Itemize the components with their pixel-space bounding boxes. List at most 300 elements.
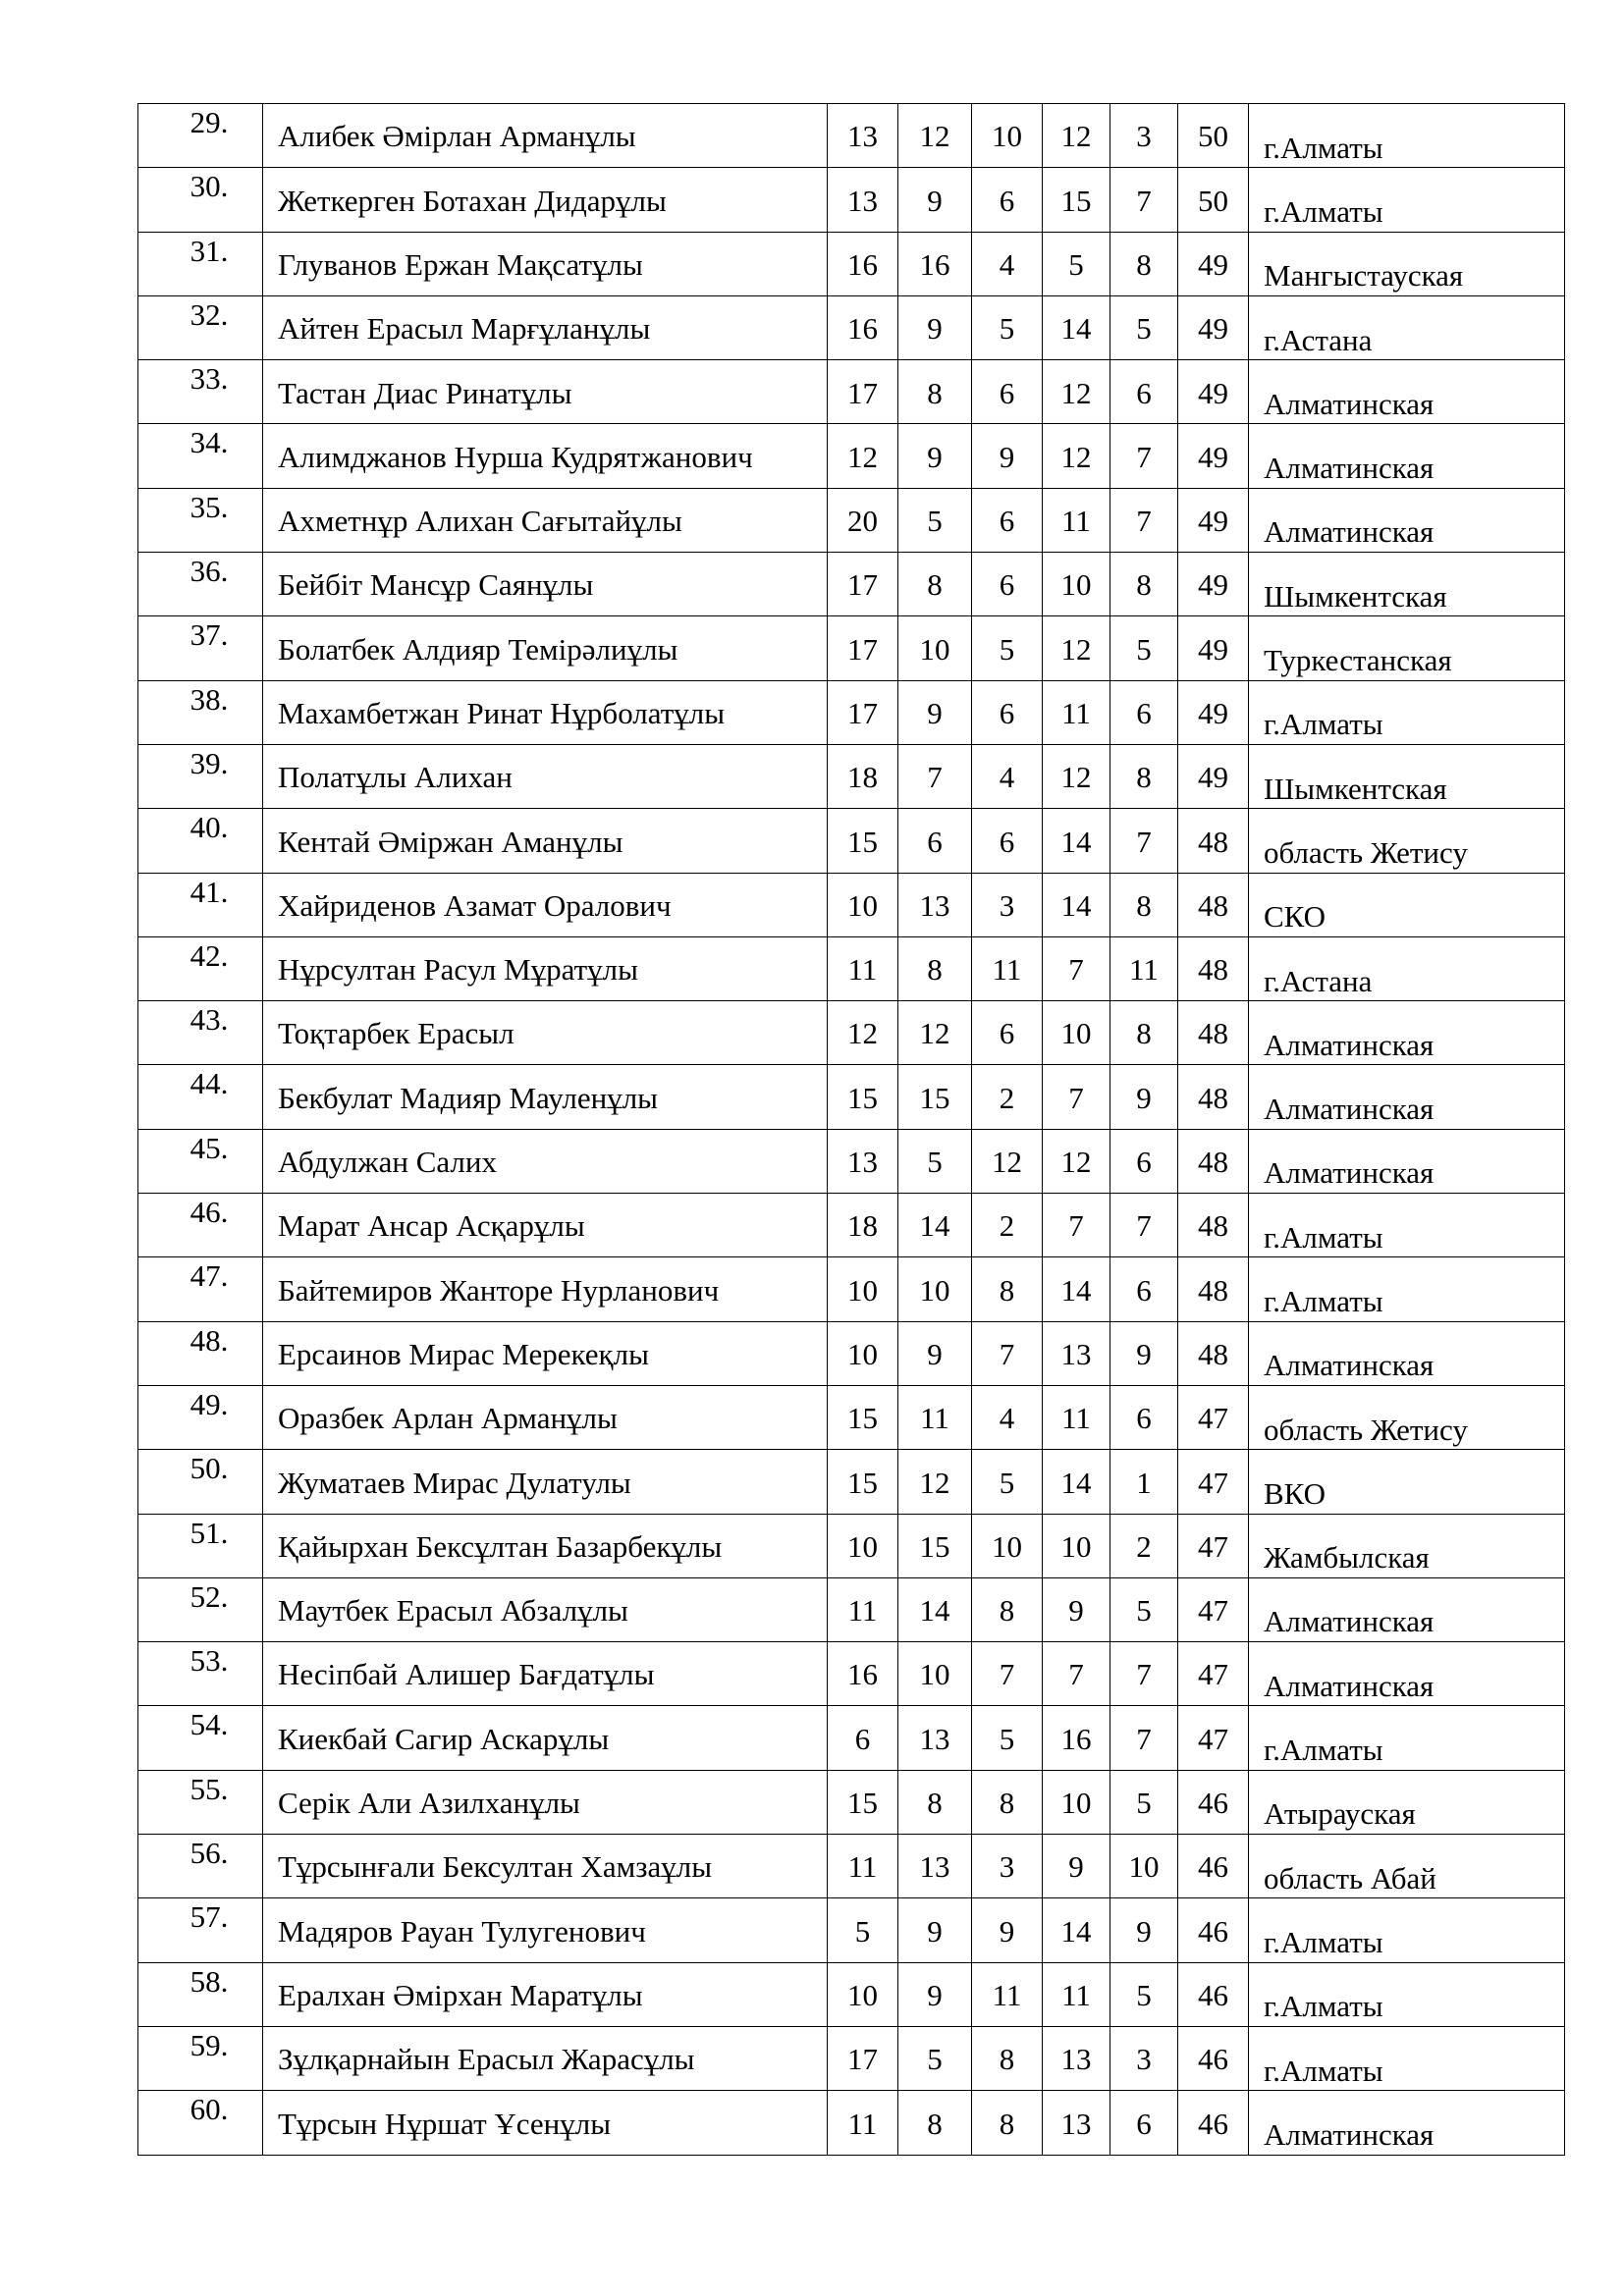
score-cell: 9 <box>1110 1898 1178 1962</box>
score-cell: 11 <box>1110 936 1178 1000</box>
row-number: 43. <box>138 1001 263 1065</box>
score-cell: 5 <box>972 1706 1043 1770</box>
table-row <box>138 680 1565 744</box>
score-cell: 5 <box>972 616 1043 680</box>
score-cell: 10 <box>898 616 972 680</box>
score-cell: 15 <box>828 1450 898 1514</box>
total-score: 49 <box>1178 616 1249 680</box>
total-score: 50 <box>1178 168 1249 232</box>
row-number: 51. <box>138 1514 263 1577</box>
region-name: г.Алматы <box>1249 2026 1565 2090</box>
score-cell: 12 <box>972 1129 1043 1193</box>
region-name: Алматинская <box>1249 2091 1565 2155</box>
row-number: 48. <box>138 1321 263 1385</box>
score-cell: 12 <box>1043 104 1110 168</box>
score-cell: 8 <box>1110 873 1178 936</box>
score-cell: 9 <box>898 168 972 232</box>
score-cell: 11 <box>828 936 898 1000</box>
score-cell: 13 <box>828 104 898 168</box>
region-name: г.Алматы <box>1249 680 1565 744</box>
score-cell: 9 <box>898 1962 972 2026</box>
table-row <box>138 232 1565 295</box>
score-cell: 5 <box>972 295 1043 359</box>
score-cell: 10 <box>1043 1001 1110 1065</box>
score-cell: 4 <box>972 232 1043 295</box>
score-cell: 9 <box>1110 1065 1178 1129</box>
score-cell: 5 <box>1043 232 1110 295</box>
score-cell: 13 <box>828 168 898 232</box>
row-number: 53. <box>138 1642 263 1706</box>
total-score: 47 <box>1178 1385 1249 1449</box>
student-name: Ерсаинов Мирас Мерекеқлы <box>263 1321 828 1385</box>
score-cell: 10 <box>828 1321 898 1385</box>
table-row <box>138 936 1565 1000</box>
region-name: Алматинская <box>1249 1001 1565 1065</box>
table-row <box>138 360 1565 424</box>
score-cell: 8 <box>1110 553 1178 616</box>
score-cell: 16 <box>1043 1706 1110 1770</box>
score-cell: 6 <box>972 680 1043 744</box>
table-row <box>138 1001 1565 1065</box>
student-name: Ахметнұр Алихан Сағытайұлы <box>263 488 828 552</box>
row-number: 47. <box>138 1257 263 1321</box>
score-cell: 12 <box>1043 360 1110 424</box>
score-cell: 11 <box>1043 1962 1110 2026</box>
row-number: 32. <box>138 295 263 359</box>
student-name: Хайриденов Азамат Оралович <box>263 873 828 936</box>
score-cell: 14 <box>898 1577 972 1641</box>
row-number: 49. <box>138 1385 263 1449</box>
score-cell: 10 <box>1043 1770 1110 1834</box>
student-name: Байтемиров Жанторе Нурланович <box>263 1257 828 1321</box>
total-score: 49 <box>1178 424 1249 488</box>
score-cell: 15 <box>1043 168 1110 232</box>
total-score: 49 <box>1178 488 1249 552</box>
score-cell: 10 <box>898 1257 972 1321</box>
student-name: Кентай Әміржан Аманұлы <box>263 809 828 873</box>
student-name: Абдулжан Салих <box>263 1129 828 1193</box>
score-cell: 14 <box>1043 1257 1110 1321</box>
row-number: 39. <box>138 744 263 808</box>
score-cell: 3 <box>972 1835 1043 1898</box>
score-cell: 12 <box>898 1450 972 1514</box>
student-name: Махамбетжан Ринат Нұрболатұлы <box>263 680 828 744</box>
score-cell: 7 <box>898 744 972 808</box>
score-cell: 6 <box>1110 1129 1178 1193</box>
row-number: 46. <box>138 1194 263 1257</box>
region-name: Шымкентская <box>1249 553 1565 616</box>
score-cell: 13 <box>898 1835 972 1898</box>
score-cell: 6 <box>972 168 1043 232</box>
row-number: 56. <box>138 1835 263 1898</box>
table-row <box>138 1577 1565 1641</box>
total-score: 46 <box>1178 1770 1249 1834</box>
score-cell: 5 <box>1110 1577 1178 1641</box>
student-name: Маутбек Ерасыл Абзалұлы <box>263 1577 828 1641</box>
student-name: Болатбек Алдияр Темірәлиұлы <box>263 616 828 680</box>
score-cell: 9 <box>972 1898 1043 1962</box>
score-cell: 11 <box>972 936 1043 1000</box>
student-name: Тастан Диас Ринатұлы <box>263 360 828 424</box>
score-cell: 7 <box>1043 936 1110 1000</box>
score-cell: 4 <box>972 744 1043 808</box>
student-name: Ералхан Әмірхан Маратұлы <box>263 1962 828 2026</box>
score-cell: 9 <box>898 1321 972 1385</box>
region-name: Жамбылская <box>1249 1514 1565 1577</box>
score-cell: 8 <box>898 360 972 424</box>
score-cell: 6 <box>1110 1385 1178 1449</box>
region-name: г.Астана <box>1249 295 1565 359</box>
total-score: 49 <box>1178 680 1249 744</box>
score-cell: 16 <box>828 295 898 359</box>
score-cell: 7 <box>1110 488 1178 552</box>
score-cell: 14 <box>1043 295 1110 359</box>
row-number: 57. <box>138 1898 263 1962</box>
score-cell: 5 <box>898 488 972 552</box>
score-cell: 6 <box>1110 680 1178 744</box>
table-row <box>138 1257 1565 1321</box>
score-cell: 9 <box>972 424 1043 488</box>
total-score: 47 <box>1178 1706 1249 1770</box>
region-name: Алматинская <box>1249 360 1565 424</box>
score-cell: 16 <box>828 232 898 295</box>
score-cell: 5 <box>828 1898 898 1962</box>
row-number: 38. <box>138 680 263 744</box>
table-row <box>138 1898 1565 1962</box>
score-cell: 13 <box>1043 2091 1110 2155</box>
table-row <box>138 1450 1565 1514</box>
score-cell: 5 <box>1110 616 1178 680</box>
student-name: Тоқтарбек Ерасыл <box>263 1001 828 1065</box>
region-name: ВКО <box>1249 1450 1565 1514</box>
score-cell: 11 <box>828 1577 898 1641</box>
total-score: 48 <box>1178 1065 1249 1129</box>
student-name: Нұрсултан Расул Мұратұлы <box>263 936 828 1000</box>
region-name: г.Алматы <box>1249 104 1565 168</box>
student-name: Бекбулат Мадияр Мауленұлы <box>263 1065 828 1129</box>
row-number: 31. <box>138 232 263 295</box>
region-name: Алматинская <box>1249 1321 1565 1385</box>
score-cell: 11 <box>828 2091 898 2155</box>
score-cell: 10 <box>972 1514 1043 1577</box>
score-cell: 8 <box>972 1770 1043 1834</box>
region-name: область Жетису <box>1249 809 1565 873</box>
table-row <box>138 873 1565 936</box>
total-score: 49 <box>1178 553 1249 616</box>
total-score: 48 <box>1178 1257 1249 1321</box>
row-number: 59. <box>138 2026 263 2090</box>
table-row <box>138 1385 1565 1449</box>
score-cell: 15 <box>828 1770 898 1834</box>
score-cell: 17 <box>828 553 898 616</box>
row-number: 30. <box>138 168 263 232</box>
score-cell: 11 <box>828 1835 898 1898</box>
table-row <box>138 1962 1565 2026</box>
score-cell: 8 <box>898 553 972 616</box>
table-row <box>138 2026 1565 2090</box>
region-name: область Абай <box>1249 1835 1565 1898</box>
score-cell: 13 <box>898 873 972 936</box>
table-row <box>138 1770 1565 1834</box>
region-name: г.Алматы <box>1249 1257 1565 1321</box>
row-number: 29. <box>138 104 263 168</box>
student-name: Несіпбай Алишер Бағдатұлы <box>263 1642 828 1706</box>
score-cell: 17 <box>828 616 898 680</box>
score-cell: 5 <box>898 2026 972 2090</box>
score-cell: 7 <box>1110 424 1178 488</box>
total-score: 46 <box>1178 1898 1249 1962</box>
region-name: г.Алматы <box>1249 168 1565 232</box>
score-cell: 7 <box>1110 809 1178 873</box>
region-name: г.Алматы <box>1249 1898 1565 1962</box>
table-row <box>138 295 1565 359</box>
student-name: Қайырхан Бексұлтан Базарбекұлы <box>263 1514 828 1577</box>
score-cell: 7 <box>1110 1194 1178 1257</box>
score-cell: 9 <box>1110 1321 1178 1385</box>
score-cell: 14 <box>1043 1898 1110 1962</box>
score-cell: 3 <box>972 873 1043 936</box>
score-cell: 13 <box>828 1129 898 1193</box>
region-name: г.Алматы <box>1249 1706 1565 1770</box>
score-cell: 8 <box>898 1770 972 1834</box>
region-name: Алматинская <box>1249 1642 1565 1706</box>
region-name: г.Астана <box>1249 936 1565 1000</box>
score-cell: 6 <box>972 809 1043 873</box>
score-cell: 7 <box>972 1321 1043 1385</box>
region-name: Мангыстауская <box>1249 232 1565 295</box>
score-cell: 6 <box>972 488 1043 552</box>
score-cell: 11 <box>898 1385 972 1449</box>
region-name: СКО <box>1249 873 1565 936</box>
table-row <box>138 1194 1565 1257</box>
table-row <box>138 1321 1565 1385</box>
student-name: Оразбек Арлан Арманұлы <box>263 1385 828 1449</box>
row-number: 36. <box>138 553 263 616</box>
score-cell: 6 <box>972 360 1043 424</box>
region-name: Алматинская <box>1249 488 1565 552</box>
score-cell: 14 <box>898 1194 972 1257</box>
score-cell: 16 <box>828 1642 898 1706</box>
score-cell: 12 <box>1043 424 1110 488</box>
student-name: Бейбіт Мансұр Саянұлы <box>263 553 828 616</box>
total-score: 46 <box>1178 2026 1249 2090</box>
total-score: 47 <box>1178 1642 1249 1706</box>
student-name: Айтен Ерасыл Марғұланұлы <box>263 295 828 359</box>
total-score: 47 <box>1178 1514 1249 1577</box>
score-cell: 10 <box>828 873 898 936</box>
score-cell: 7 <box>1043 1642 1110 1706</box>
region-name: область Жетису <box>1249 1385 1565 1449</box>
row-number: 41. <box>138 873 263 936</box>
score-cell: 7 <box>1043 1065 1110 1129</box>
table-row <box>138 1706 1565 1770</box>
score-cell: 8 <box>898 2091 972 2155</box>
score-cell: 14 <box>1043 1450 1110 1514</box>
table-row <box>138 553 1565 616</box>
student-name: Киекбай Сагир Аскарұлы <box>263 1706 828 1770</box>
table-row <box>138 809 1565 873</box>
row-number: 34. <box>138 424 263 488</box>
region-name: Алматинская <box>1249 424 1565 488</box>
score-cell: 9 <box>898 680 972 744</box>
score-cell: 6 <box>1110 1257 1178 1321</box>
score-cell: 5 <box>898 1129 972 1193</box>
student-name: Жуматаев Мирас Дулатулы <box>263 1450 828 1514</box>
score-cell: 9 <box>898 424 972 488</box>
row-number: 60. <box>138 2091 263 2155</box>
row-number: 45. <box>138 1129 263 1193</box>
table-row <box>138 744 1565 808</box>
score-cell: 14 <box>1043 873 1110 936</box>
table-row <box>138 1835 1565 1898</box>
score-cell: 12 <box>1043 744 1110 808</box>
region-name: Алматинская <box>1249 1129 1565 1193</box>
score-cell: 12 <box>828 424 898 488</box>
region-name: Шымкентская <box>1249 744 1565 808</box>
region-name: Туркестанская <box>1249 616 1565 680</box>
table-row <box>138 104 1565 168</box>
student-name: Серік Али Азилханұлы <box>263 1770 828 1834</box>
score-cell: 11 <box>972 1962 1043 2026</box>
score-cell: 18 <box>828 744 898 808</box>
score-cell: 8 <box>972 2091 1043 2155</box>
total-score: 48 <box>1178 809 1249 873</box>
score-cell: 13 <box>898 1706 972 1770</box>
student-name: Жеткерген Ботахан Дидарұлы <box>263 168 828 232</box>
total-score: 47 <box>1178 1450 1249 1514</box>
total-score: 50 <box>1178 104 1249 168</box>
score-cell: 10 <box>828 1962 898 2026</box>
score-cell: 10 <box>1043 1514 1110 1577</box>
row-number: 42. <box>138 936 263 1000</box>
student-name: Глуванов Ержан Мақсатұлы <box>263 232 828 295</box>
score-cell: 10 <box>1043 553 1110 616</box>
row-number: 54. <box>138 1706 263 1770</box>
score-cell: 15 <box>898 1065 972 1129</box>
score-cell: 15 <box>898 1514 972 1577</box>
student-name: Алимджанов Нурша Кудрятжанович <box>263 424 828 488</box>
score-cell: 6 <box>1110 2091 1178 2155</box>
score-cell: 10 <box>972 104 1043 168</box>
score-cell: 7 <box>1110 1642 1178 1706</box>
total-score: 48 <box>1178 1194 1249 1257</box>
row-number: 52. <box>138 1577 263 1641</box>
total-score: 49 <box>1178 744 1249 808</box>
score-cell: 6 <box>1110 360 1178 424</box>
score-cell: 15 <box>828 1385 898 1449</box>
total-score: 46 <box>1178 2091 1249 2155</box>
score-cell: 10 <box>1110 1835 1178 1898</box>
score-cell: 13 <box>1043 1321 1110 1385</box>
score-cell: 18 <box>828 1194 898 1257</box>
total-score: 49 <box>1178 232 1249 295</box>
score-cell: 6 <box>828 1706 898 1770</box>
table-row <box>138 1065 1565 1129</box>
score-cell: 3 <box>1110 104 1178 168</box>
table-row <box>138 2091 1565 2155</box>
row-number: 33. <box>138 360 263 424</box>
table-row <box>138 424 1565 488</box>
student-name: Зұлқарнайын Ерасыл Жарасұлы <box>263 2026 828 2090</box>
table-row <box>138 616 1565 680</box>
score-cell: 17 <box>828 360 898 424</box>
total-score: 48 <box>1178 873 1249 936</box>
score-cell: 10 <box>828 1514 898 1577</box>
score-cell: 11 <box>1043 680 1110 744</box>
score-cell: 4 <box>972 1385 1043 1449</box>
total-score: 49 <box>1178 295 1249 359</box>
score-cell: 6 <box>972 553 1043 616</box>
score-cell: 12 <box>898 1001 972 1065</box>
score-cell: 7 <box>1110 168 1178 232</box>
score-cell: 8 <box>1110 1001 1178 1065</box>
score-cell: 5 <box>1110 1962 1178 2026</box>
score-cell: 13 <box>1043 2026 1110 2090</box>
score-cell: 12 <box>828 1001 898 1065</box>
score-cell: 20 <box>828 488 898 552</box>
region-name: Атырауская <box>1249 1770 1565 1834</box>
score-cell: 8 <box>972 2026 1043 2090</box>
total-score: 47 <box>1178 1577 1249 1641</box>
results-table-body <box>138 104 1565 2156</box>
student-name: Мадяров Рауан Тулугенович <box>263 1898 828 1962</box>
total-score: 46 <box>1178 1962 1249 2026</box>
score-cell: 9 <box>1043 1835 1110 1898</box>
score-cell: 2 <box>1110 1514 1178 1577</box>
score-cell: 10 <box>828 1257 898 1321</box>
score-cell: 2 <box>972 1194 1043 1257</box>
total-score: 49 <box>1178 360 1249 424</box>
score-cell: 9 <box>1043 1577 1110 1641</box>
total-score: 46 <box>1178 1835 1249 1898</box>
row-number: 55. <box>138 1770 263 1834</box>
region-name: Алматинская <box>1249 1577 1565 1641</box>
row-number: 37. <box>138 616 263 680</box>
score-cell: 16 <box>898 232 972 295</box>
row-number: 50. <box>138 1450 263 1514</box>
score-cell: 11 <box>1043 488 1110 552</box>
score-cell: 9 <box>898 1898 972 1962</box>
score-cell: 12 <box>1043 616 1110 680</box>
score-cell: 17 <box>828 680 898 744</box>
student-name: Тұрсынғали Бексултан Хамзаұлы <box>263 1835 828 1898</box>
table-row <box>138 488 1565 552</box>
student-name: Алибек Әмірлан Арманұлы <box>263 104 828 168</box>
score-cell: 12 <box>898 104 972 168</box>
score-cell: 2 <box>972 1065 1043 1129</box>
table-row <box>138 1514 1565 1577</box>
table-row <box>138 1129 1565 1193</box>
score-cell: 5 <box>1110 1770 1178 1834</box>
score-cell: 1 <box>1110 1450 1178 1514</box>
score-cell: 5 <box>1110 295 1178 359</box>
score-cell: 6 <box>898 809 972 873</box>
score-cell: 11 <box>1043 1385 1110 1449</box>
score-cell: 8 <box>1110 744 1178 808</box>
region-name: г.Алматы <box>1249 1194 1565 1257</box>
score-cell: 10 <box>898 1642 972 1706</box>
score-cell: 5 <box>972 1450 1043 1514</box>
score-cell: 8 <box>972 1257 1043 1321</box>
region-name: г.Алматы <box>1249 1962 1565 2026</box>
score-cell: 7 <box>1043 1194 1110 1257</box>
total-score: 48 <box>1178 1321 1249 1385</box>
region-name: Алматинская <box>1249 1065 1565 1129</box>
score-cell: 15 <box>828 809 898 873</box>
table-row <box>138 1642 1565 1706</box>
score-cell: 17 <box>828 2026 898 2090</box>
results-table <box>137 103 1565 2156</box>
